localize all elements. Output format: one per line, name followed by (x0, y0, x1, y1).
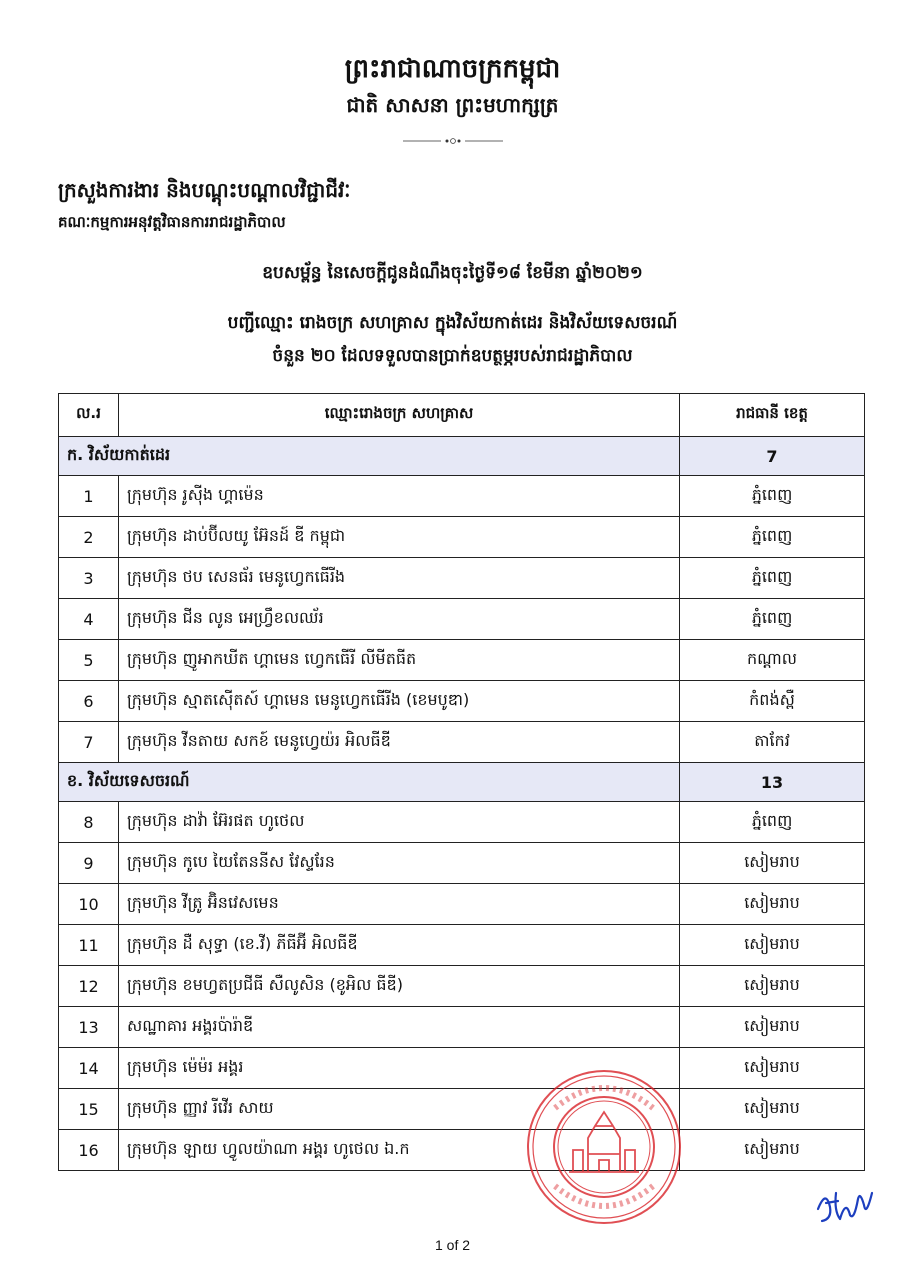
row-number: 3 (59, 558, 119, 599)
province-name: សៀមរាប (680, 966, 865, 1007)
row-number: 11 (59, 925, 119, 966)
kingdom-title: ព្រះរាជាណាចក្រកម្ពុជា (344, 54, 561, 84)
row-number: 6 (59, 681, 119, 722)
table-row (59, 722, 865, 763)
company-name: ក្រុមហ៊ុន ជីន លូន អេហ្វ្រឹខលឈ័រ (119, 599, 680, 640)
sector-title: ក. វិស័យកាត់ដេរ (59, 437, 680, 476)
row-number: 10 (59, 884, 119, 925)
row-number: 4 (59, 599, 119, 640)
sector-count: 13 (680, 763, 865, 802)
row-number: 8 (59, 802, 119, 843)
company-name: ក្រុមហ៊ុន វីនតាយ សកខ៍ មេនូហ្វេយ៉រ អិលធីឌី (119, 722, 680, 763)
table-row (59, 802, 865, 843)
province-name: សៀមរាប (680, 1007, 865, 1048)
table-row (59, 640, 865, 681)
table-row (59, 884, 865, 925)
company-name: ក្រុមហ៊ុន ដាប់ប៊ីលយូ អ៊ែនដ៍ ឌី កម្ពុជា (119, 517, 680, 558)
national-motto: ជាតិ សាសនា ព្រះមហាក្សត្រ (346, 93, 559, 117)
table-row (59, 476, 865, 517)
table-row (59, 599, 865, 640)
province-name: ភ្នំពេញ (680, 599, 865, 640)
table-row (59, 966, 865, 1007)
table-row (59, 925, 865, 966)
signature-icon (812, 1185, 876, 1227)
official-seal-icon (525, 1068, 683, 1226)
row-number: 12 (59, 966, 119, 1007)
company-name: ក្រុមហ៊ុន ដឺ សុទ្ធា (ខេ.វី) ភីធីអ៊ី អិលធីឌី (119, 925, 680, 966)
table-row (59, 558, 865, 599)
header-name: ឈ្មោះរោងចក្រ សហគ្រាស (119, 394, 680, 437)
table-row (59, 681, 865, 722)
row-number: 13 (59, 1007, 119, 1048)
company-name: ក្រុមហ៊ុន ស្មាតស៊ើតស៍ ហ្គាមេន មេនូហ្វេកធើរីង (ខេមបូឌា) (119, 681, 680, 722)
company-name: ក្រុមហ៊ុន ដាវ៉ា អ៊ែរផត ហូថេល (119, 802, 680, 843)
ministry-name: ក្រសួងការងារ និងបណ្តុះបណ្តាលវិជ្ជាជីវៈ (58, 178, 351, 202)
company-name: ក្រុមហ៊ុន រូស៊ីង ហ្គាម៉េន (119, 476, 680, 517)
sector-row (59, 437, 865, 476)
province-name: កណ្តាល (680, 640, 865, 681)
table-row (59, 1130, 865, 1171)
province-name: តាកែវ (680, 722, 865, 763)
company-name: ក្រុមហ៊ុន ឡាយ ហ្វូលយ៉ាណា អង្គរ ហូថេល ឯ.ក (119, 1130, 680, 1171)
company-name: ក្រុមហ៊ុន ខមហ្វតប្រជីធី សឺលូសិន (ខូអិល ធីឌី) (119, 966, 680, 1007)
row-number: 1 (59, 476, 119, 517)
table-row (59, 1048, 865, 1089)
sector-row (59, 763, 865, 802)
company-name: ក្រុមហ៊ុន ថប សេនធ័រ មេនូហ្វេកធើរីង (119, 558, 680, 599)
table-row (59, 517, 865, 558)
province-name: សៀមរាប (680, 1089, 865, 1130)
ornament-divider-icon (403, 136, 503, 146)
province-name: សៀមរាប (680, 843, 865, 884)
company-name: ក្រុមហ៊ុន ម៉េម៉រ អង្គរ (119, 1048, 680, 1089)
header-no: ល.រ (59, 394, 119, 437)
row-number: 15 (59, 1089, 119, 1130)
row-number: 5 (59, 640, 119, 681)
header-province: រាជធានី ខេត្ត (680, 394, 865, 437)
company-name: ក្រុមហ៊ុន ញ្ញាវ រីវើរ សាយ (119, 1089, 680, 1130)
province-name: ភ្នំពេញ (680, 558, 865, 599)
company-name: ក្រុមហ៊ុន កូបេ យៃតែននីស វែស្ទរែន (119, 843, 680, 884)
document-subject: ឧបសម្ព័ន្ធ នៃសេចក្តីជូនដំណឹងចុះថ្ងៃទី១៨ ខែមីនា ឆ្នាំ២០២១ (262, 263, 643, 283)
province-name: សៀមរាប (680, 884, 865, 925)
table-row (59, 1007, 865, 1048)
row-number: 14 (59, 1048, 119, 1089)
company-name: សណ្ឋាគារ អង្គរប៉ារ៉ាឌី (119, 1007, 680, 1048)
table-body (59, 437, 865, 1171)
table-header-row (59, 394, 865, 437)
province-name: ភ្នំពេញ (680, 476, 865, 517)
province-name: សៀមរាប (680, 1130, 865, 1171)
company-name: ក្រុមហ៊ុន វីត្រូ អ៊ិនវេសមេន (119, 884, 680, 925)
company-name: ក្រុមហ៊ុន ញូអាកឃីត ហ្គាមេន ហ្វេកធើរី លីមីតធីត (119, 640, 680, 681)
province-name: សៀមរាប (680, 1048, 865, 1089)
province-name: សៀមរាប (680, 925, 865, 966)
row-number: 16 (59, 1130, 119, 1171)
department-name: គណៈកម្មការអនុវត្តវិធានការរាជរដ្ឋាភិបាល (58, 213, 286, 231)
province-name: ភ្នំពេញ (680, 802, 865, 843)
row-number: 7 (59, 722, 119, 763)
table-row (59, 843, 865, 884)
sector-count: 7 (680, 437, 865, 476)
province-name: ភ្នំពេញ (680, 517, 865, 558)
company-table (58, 393, 865, 1171)
sector-title: ខ. វិស័យទេសចរណ៍ (59, 763, 680, 802)
row-number: 2 (59, 517, 119, 558)
table-row (59, 1089, 865, 1130)
province-name: កំពង់ស្ពឺ (680, 681, 865, 722)
row-number: 9 (59, 843, 119, 884)
page-number: 1 of 2 (434, 1237, 471, 1253)
list-title-line2: ចំនួន ២០ ដែលទទួលបានប្រាក់ឧបត្ថម្ភរបស់រាជរដ្ឋាភិបាល (272, 346, 633, 366)
list-title-line1: បញ្ជីឈ្មោះ រោងចក្រ សហគ្រាស ក្នុងវិស័យកាត់ដេរ និងវិស័យទេសចរណ៍ (227, 313, 678, 333)
